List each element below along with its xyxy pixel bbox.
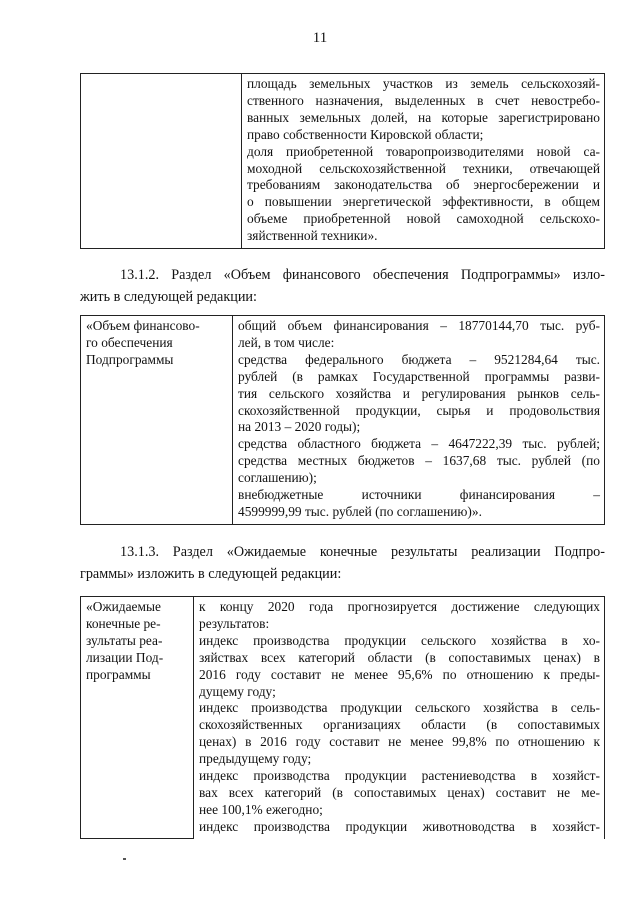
table-cell-label bbox=[81, 74, 242, 249]
text-line: соглашению); bbox=[238, 470, 317, 486]
table-cell-content bbox=[242, 74, 605, 249]
table-row bbox=[81, 597, 605, 839]
text-line: результатов: bbox=[199, 615, 270, 631]
table-cell-content bbox=[233, 316, 605, 525]
label-line: «Объем финансово- bbox=[86, 318, 200, 333]
paragraph-13-1-2 bbox=[80, 264, 605, 308]
text-line: вах всех категорий (в сопоставимых ценах) составит не ме- bbox=[199, 784, 600, 800]
table-cell-label bbox=[81, 316, 233, 525]
text-line: дущему году; bbox=[199, 683, 276, 699]
results-table bbox=[80, 596, 605, 839]
empty-label bbox=[86, 76, 237, 86]
page-number: 11 bbox=[312, 30, 328, 46]
label-line: го обеспечения bbox=[86, 334, 173, 350]
paragraph-line: граммы» изложить в следующей редакции: bbox=[80, 566, 342, 582]
scan-mark bbox=[123, 858, 126, 860]
table-row bbox=[81, 74, 605, 249]
text-line: скохозяйственных организациях области (в сопоставимых bbox=[199, 717, 600, 733]
text-line: требованиям законодательства об энергосбережении и bbox=[247, 177, 600, 193]
paragraph-13-1-3 bbox=[80, 541, 605, 585]
text-line: площадь земельных участков из земель сельскохозяй- bbox=[247, 76, 600, 91]
text-line: о повышении энергетической эффективности, в общем bbox=[247, 194, 600, 210]
text-line: ванных земельных долей, на которые зарегистрировано bbox=[247, 109, 600, 125]
text-line: к концу 2020 года прогнозируется достижение следующих bbox=[199, 599, 600, 614]
text-line: внебюджетные источники финансирования – bbox=[238, 487, 600, 503]
text-line: предыдущему году; bbox=[199, 751, 312, 767]
text-line: индекс производства продукции растениеводства в хозяйст- bbox=[199, 768, 600, 784]
paragraph-line: 13.1.2. Раздел «Объем финансового обеспечения Подпрограммы» изло- bbox=[120, 267, 605, 283]
text-line: право собственности Кировской области; bbox=[247, 126, 484, 142]
table-cell-content bbox=[194, 597, 605, 839]
label-line: зультаты реа- bbox=[86, 632, 163, 648]
label-line: Подпрограммы bbox=[86, 351, 174, 367]
text-line: зяйственной техники». bbox=[247, 228, 378, 244]
text-line: средства федерального бюджета – 9521284,64 тыс. bbox=[238, 351, 600, 367]
paragraph-line: 13.1.3. Раздел «Ожидаемые конечные результаты реализации Подпро- bbox=[120, 544, 605, 560]
finance-table bbox=[80, 315, 605, 525]
text-line: индекс производства продукции животноводства в хозяйст- bbox=[199, 818, 600, 834]
label-line: «Ожидаемые bbox=[86, 599, 161, 614]
text-line: скохозяйственной продукции, сырья и продовольствия bbox=[238, 402, 600, 418]
text-line: лей, в том числе: bbox=[238, 334, 335, 350]
text-line: ственного назначения, выделенных в счет невостребо- bbox=[247, 92, 600, 108]
text-line: зяйствах всех категорий области (в сопоставимых ценах) в bbox=[199, 649, 600, 665]
text-line: моходной сельскохозяйственной техники, отвечающей bbox=[247, 160, 600, 176]
text-line: доля приобретенной товаропроизводителями новой са- bbox=[247, 143, 600, 159]
text-line: нее 100,1% ежегодно; bbox=[199, 801, 323, 817]
paragraph-line: жить в следующей редакции: bbox=[80, 289, 257, 305]
text-line: средства областного бюджета – 4647222,39 тыс. рублей; bbox=[238, 436, 600, 452]
text-line: средства местных бюджетов – 1637,68 тыс. рублей (по bbox=[238, 453, 600, 469]
text-line: тия сельского хозяйства и регулирования рынков сель- bbox=[238, 385, 600, 401]
text-line: ценах) в 2016 году составит не менее 99,8% по отношению к bbox=[199, 734, 600, 750]
label-line: программы bbox=[86, 666, 151, 682]
label-line: лизации Под- bbox=[86, 649, 164, 665]
text-line: индекс производства продукции сельского хозяйства в сель- bbox=[199, 700, 600, 716]
text-line: на 2013 – 2020 годы); bbox=[238, 419, 361, 435]
text-line: 2016 году составит не менее 95,6% по отношению к преды- bbox=[199, 666, 600, 682]
text-line: общий объем финансирования – 18770144,70 тыс. руб- bbox=[238, 318, 600, 333]
label-line: конечные ре- bbox=[86, 615, 161, 631]
indicators-table bbox=[80, 73, 605, 249]
text-line: объеме приобретенной новой самоходной сельскохо- bbox=[247, 211, 600, 227]
table-row bbox=[81, 316, 605, 525]
text-line: индекс производства продукции сельского хозяйства в хо- bbox=[199, 632, 600, 648]
text-line: 4599999,99 тыс. рублей (по соглашению)». bbox=[238, 503, 482, 519]
text-line: рублей (в рамках Государственной программы разви- bbox=[238, 368, 600, 384]
table-cell-label bbox=[81, 597, 194, 839]
